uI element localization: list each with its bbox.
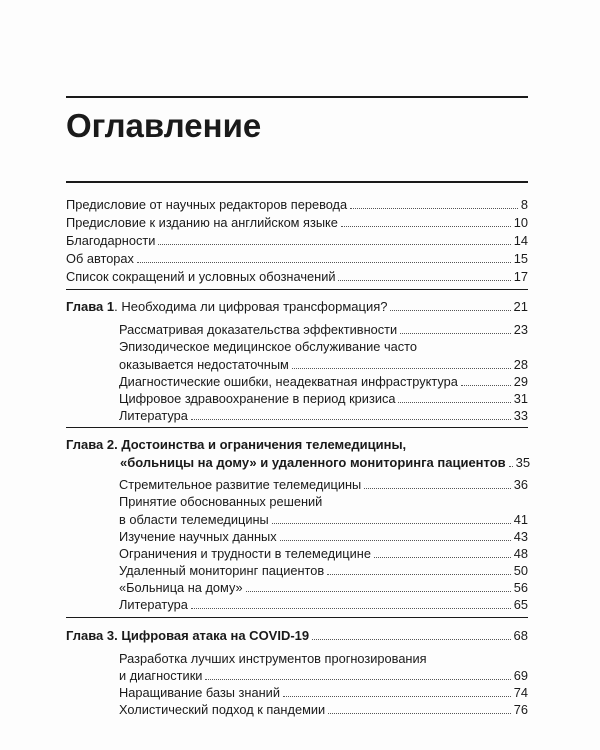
toc-entry-label: Удаленный мониторинг пациентов (119, 563, 325, 578)
dot-leader (350, 207, 518, 209)
toc-entry-telemedicine-growth[interactable] (119, 476, 528, 493)
toc-entry-label: Предисловие от научных редакторов перевода (66, 197, 348, 212)
toc-entry-label: Наращивание базы знаний (119, 685, 280, 700)
toc-entry-abbreviations[interactable] (66, 268, 528, 285)
dot-leader (191, 418, 511, 420)
toc-chapter-2[interactable] (120, 454, 531, 471)
toc-entry-acknowledgements[interactable] (66, 232, 528, 249)
toc-entry-preface-editors[interactable] (66, 196, 528, 213)
toc-entry-literature-2[interactable] (119, 596, 528, 613)
toc-entry-label: и диагностики (119, 668, 203, 683)
section-rule (66, 289, 528, 290)
toc-entry-diagnostic-errors[interactable] (119, 373, 528, 390)
dot-leader (390, 309, 510, 311)
dot-leader (398, 401, 510, 403)
toc-page-number: 56 (513, 580, 528, 595)
toc-entry-label: Стремительное развитие телемедицины (119, 477, 362, 492)
toc-chapter-3[interactable] (66, 627, 528, 644)
toc-entry-prediction-tools[interactable] (119, 667, 528, 684)
toc-page-number: 28 (513, 357, 528, 372)
toc-entry-label: Рассматривая доказательства эффективности (119, 322, 398, 337)
chapter-number: Глава 1 (66, 299, 115, 314)
chapter-title: Глава 3. Цифровая атака на COVID-19 (66, 628, 310, 643)
toc-entry-label: Холистический подход к пандемии (119, 702, 326, 717)
toc-entry-literature-1[interactable] (119, 407, 528, 424)
toc-page-number: 8 (520, 197, 528, 212)
dot-leader (272, 522, 511, 524)
toc-page-number: 69 (513, 668, 528, 683)
page-title: Оглавление (66, 107, 262, 144)
toc-page-number: 76 (513, 702, 528, 717)
toc-entry-label: Цифровое здравоохранение в период кризиса (119, 391, 396, 406)
toc-page-number: 31 (513, 391, 528, 406)
toc-entry-label[interactable]: Эпизодическое медицинское обслуживание часто (119, 339, 417, 354)
dot-leader (327, 573, 511, 575)
chapter-title: «больницы на дому» и удаленного мониторинга пациентов (120, 455, 506, 470)
dot-leader (191, 607, 511, 609)
dot-leader (280, 539, 511, 541)
toc-page-number: 29 (513, 374, 528, 389)
dot-leader (283, 695, 511, 697)
section-rule (66, 427, 528, 428)
toc-entry-label: Литература (119, 597, 188, 612)
toc-entry-label: Литература (119, 408, 188, 423)
dot-leader (374, 556, 511, 558)
chapter-2-title-line-1[interactable]: Глава 2. Достоинства и ограничения телемедицины, (66, 437, 407, 452)
toc-page-number: 43 (513, 529, 528, 544)
dot-leader (246, 590, 511, 592)
toc-page-number: 50 (513, 563, 528, 578)
toc-entry-label[interactable]: Разработка лучших инструментов прогнозирования (119, 651, 427, 666)
toc-page-number: 65 (513, 597, 528, 612)
toc-entry-knowledge-base[interactable] (119, 684, 528, 701)
toc-page-number: 36 (513, 477, 528, 492)
top-rule (66, 96, 528, 98)
dot-leader (205, 678, 510, 680)
toc-entry-label: Благодарности (66, 233, 156, 248)
dot-leader (461, 384, 511, 386)
toc-page-number: 17 (513, 269, 528, 284)
dot-leader (364, 487, 511, 489)
toc-entry-preface-english[interactable] (66, 214, 528, 231)
dot-leader (292, 367, 511, 369)
toc-page-number: 21 (513, 299, 528, 314)
dot-leader (328, 712, 511, 714)
toc-page-number: 74 (513, 685, 528, 700)
toc-page-number: 41 (513, 512, 528, 527)
toc-entry-label: оказывается недостаточным (119, 357, 289, 372)
chapter-title: . Необходима ли цифровая трансформация? (114, 299, 388, 314)
toc-entry-label: в области телемедицины (119, 512, 269, 527)
toc-page-number: 14 (513, 233, 528, 248)
dot-leader (341, 225, 511, 227)
toc-page-number: 68 (513, 628, 528, 643)
toc-entry-label: Изучение научных данных (119, 529, 277, 544)
section-rule (66, 617, 528, 618)
toc-entry-label: Об авторах (66, 251, 134, 266)
toc-entry-label: Список сокращений и условных обозначений (66, 269, 336, 284)
toc-entry-label: Диагностические ошибки, неадекватная инфраструктура (119, 374, 458, 389)
toc-chapter-1[interactable] (66, 298, 528, 315)
toc-entry-label: Ограничения и трудности в телемедицине (119, 546, 371, 561)
toc-entry-holistic-approach[interactable] (119, 701, 528, 718)
toc-entry-informed-decisions[interactable] (119, 511, 528, 528)
toc-entry-authors[interactable] (66, 250, 528, 267)
toc-entry-crisis[interactable] (119, 390, 528, 407)
toc-entry-limitations[interactable] (119, 545, 528, 562)
dot-leader (137, 261, 511, 263)
dot-leader (400, 332, 511, 334)
toc-entry-evidence[interactable] (119, 321, 528, 338)
toc-page-number: 23 (513, 322, 528, 337)
toc-entry-episodic-care[interactable] (119, 356, 528, 373)
toc-entry-label[interactable]: Принятие обоснованных решений (119, 494, 323, 509)
dot-leader (338, 279, 510, 281)
toc-page-number: 15 (513, 251, 528, 266)
title-rule (66, 181, 528, 183)
toc-entry-label: Предисловие к изданию на английском языке (66, 215, 338, 230)
toc-entry-remote-monitoring[interactable] (119, 562, 528, 579)
toc-entry-hospital-at-home[interactable] (119, 579, 528, 596)
toc-page-number: 10 (513, 215, 528, 230)
toc-page-number: 48 (513, 546, 528, 561)
dot-leader (509, 465, 513, 467)
toc-entry-scientific-data[interactable] (119, 528, 528, 545)
dot-leader (158, 243, 510, 245)
dot-leader (312, 638, 510, 640)
toc-entry-label: «Больница на дому» (119, 580, 243, 595)
toc-page-number: 33 (513, 408, 528, 423)
toc-page-number: 35 (515, 455, 531, 470)
